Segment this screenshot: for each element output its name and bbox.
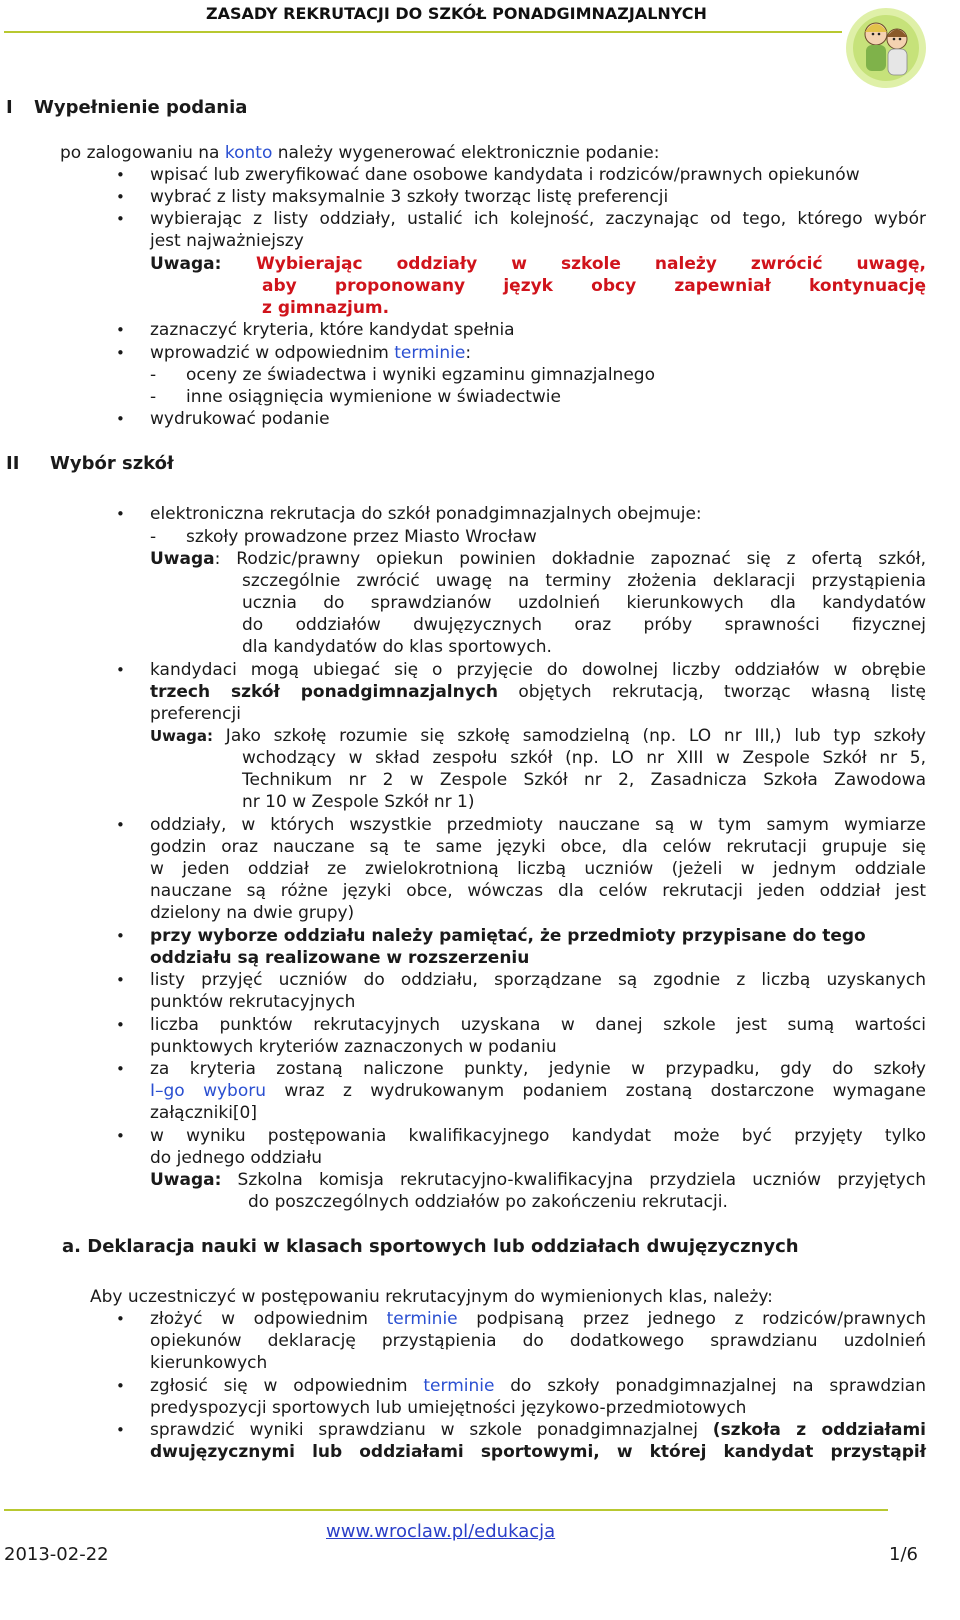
section-1-heading: Wypełnienie podania <box>34 97 248 118</box>
bullet-icon: • <box>116 971 125 989</box>
section-1-number: I <box>6 97 13 118</box>
warning-note: z gimnazjum. <box>262 298 390 318</box>
list-item-continuation: załączniki[0] <box>150 1103 258 1123</box>
list-item: zaznaczyć kryteria, które kandydat spełnia <box>150 320 515 340</box>
list-item: kandydaci mogą ubiegać się o przyjęcie do dowolnej liczby oddziałów w obrębie <box>150 660 926 680</box>
list-item: w wyniku postępowania kwalifikacyjnego kandydat może być przyjęty tylko <box>150 1126 926 1146</box>
sub-list-item: oceny ze świadectwa i wyniki egzaminu gimnazjalnego <box>186 365 655 385</box>
note-paragraph: dla kandydatów do klas sportowych. <box>242 637 552 657</box>
list-item-continuation: trzech szkół ponadgimnazjalnych objętych rekrutacją, tworząc własną listę <box>150 682 926 702</box>
note-paragraph: szczególnie zwrócić uwagę na terminy złożenia deklaracji przystąpienia <box>242 571 926 591</box>
list-item-continuation: do jednego oddziału <box>150 1148 323 1168</box>
bullet-icon: • <box>116 1377 125 1395</box>
list-item-continuation: I–go wyboru wraz z wydrukowanym podaniem zostaną dostarczone wymagane <box>150 1081 926 1101</box>
bullet-icon: • <box>116 410 125 428</box>
note-paragraph: Technikum nr 2 w Zespole Szkół nr 2, Zasadnicza Szkoła Zawodowa <box>242 770 926 790</box>
first-choice-link[interactable]: I–go wyboru <box>150 1081 266 1101</box>
footer-page-number: 1/6 <box>889 1544 918 1565</box>
section-1-intro: po zalogowaniu na konto należy wygenerować elektronicznie podanie: <box>60 143 660 163</box>
bullet-icon: • <box>116 927 125 945</box>
list-item: sprawdzić wyniki sprawdzianu w szkole ponadgimnazjalnej (szkoła z oddziałami <box>150 1420 926 1440</box>
list-item-bold: oddziału są realizowane w rozszerzeniu <box>150 948 530 968</box>
bullet-icon: • <box>116 1310 125 1328</box>
note-paragraph: wchodzący w skład zespołu szkół (np. LO nr XIII w Zespole Szkół nr 5, <box>242 748 926 768</box>
list-item-bold: przy wyborze oddziału należy pamiętać, że przedmioty przypisane do tego <box>150 926 866 946</box>
warning-note: aby proponowany język obcy zapewniał kontynuację <box>262 276 926 296</box>
sub-list-item: szkoły prowadzone przez Miasto Wrocław <box>186 527 537 547</box>
bullet-icon: • <box>116 344 125 362</box>
list-item: wpisać lub zweryfikować dane osobowe kandydata i rodziców/prawnych opiekunów <box>150 165 860 185</box>
bullet-icon: • <box>116 661 125 679</box>
list-item: złożyć w odpowiednim terminie podpisaną przez jednego z rodziców/prawnych <box>150 1309 927 1329</box>
list-item-continuation: jest najważniejszy <box>150 231 304 251</box>
sub-list-item: inne osiągnięcia wymienione w świadectwie <box>186 387 561 407</box>
footer-divider <box>4 1509 888 1511</box>
document-header-title: ZASADY REKRUTACJI DO SZKÓŁ PONADGIMNAZJALNYCH <box>206 4 707 23</box>
terminie-link[interactable]: terminie <box>394 343 466 363</box>
two-students-cartoon-icon <box>838 4 934 92</box>
list-item-continuation: dwujęzycznymi lub oddziałami sportowymi, w której kandydat przystąpił <box>150 1442 926 1462</box>
bullet-icon: • <box>116 1421 125 1439</box>
note-paragraph: ucznia do sprawdzianów uzdolnień kierunkowych dla kandydatów <box>242 593 926 613</box>
footer-website-link[interactable]: www.wroclaw.pl/edukacja <box>326 1521 556 1542</box>
note-paragraph: do oddziałów dwujęzycznych oraz próby sprawności fizycznej <box>242 615 926 635</box>
bullet-icon: • <box>116 1016 125 1034</box>
list-item-continuation: punktowych kryteriów zaznaczonych w podaniu <box>150 1037 557 1057</box>
list-item-continuation: dzielony na dwie grupy) <box>150 903 355 923</box>
bullet-icon: • <box>116 210 125 228</box>
list-item-continuation: opiekunów deklarację przystąpienia do dodatkowego sprawdzianu uzdolnień <box>150 1331 926 1351</box>
list-item: liczba punktów rekrutacyjnych uzyskana w danej szkole jest sumą wartości <box>150 1015 926 1035</box>
list-item-continuation: preferencji <box>150 704 241 724</box>
note-paragraph: nr 10 w Zespole Szkół nr 1) <box>242 792 475 812</box>
list-item: za kryteria zostaną naliczone punkty, jedynie w przypadku, gdy do szkoły <box>150 1059 926 1079</box>
konto-link[interactable]: konto <box>224 143 273 163</box>
terminie-link[interactable]: terminie <box>423 1376 495 1396</box>
bullet-icon: • <box>116 188 125 206</box>
list-item-continuation: punktów rekrutacyjnych <box>150 992 356 1012</box>
note-paragraph: Uwaga: Szkolna komisja rekrutacyjno-kwalifikacyjna przydziela uczniów przyjętych <box>150 1170 926 1190</box>
dash-marker: - <box>150 527 157 547</box>
bullet-icon: • <box>116 321 125 339</box>
note-label: Uwaga: <box>150 254 222 274</box>
warning-note: Wybierając oddziały w szkole należy zwrócić uwagę, <box>256 254 926 274</box>
header-divider <box>4 31 842 33</box>
bullet-icon: • <box>116 1127 125 1145</box>
list-item: wybrać z listy maksymalnie 3 szkoły tworząc listę preferencji <box>150 187 669 207</box>
bullet-icon: • <box>116 1060 125 1078</box>
bullet-icon: • <box>116 816 125 834</box>
list-item-continuation: predyspozycji sportowych lub umiejętności językowo-przedmiotowych <box>150 1398 747 1418</box>
dash-marker: - <box>150 387 157 407</box>
list-item: oddziały, w których wszystkie przedmioty nauczane są w tym samym wymiarze <box>150 815 926 835</box>
bullet-icon: • <box>116 166 125 184</box>
section-a-heading: a. Deklaracja nauki w klasach sportowych lub oddziałach dwujęzycznych <box>62 1236 799 1257</box>
terminie-link[interactable]: terminie <box>386 1309 458 1329</box>
list-item-continuation: w jeden oddział ze zwielokrotnioną liczbą uczniów (jeżeli w jednym oddziale <box>150 859 926 879</box>
list-item: wybierając z listy oddziały, ustalić ich kolejność, zaczynając od tego, którego wybór <box>150 209 926 229</box>
note-paragraph: Uwaga: Rodzic/prawny opiekun powinien dokładnie zapoznać się z ofertą szkół, <box>150 549 926 569</box>
list-item: listy przyjęć uczniów do oddziału, sporządzane są zgodnie z liczbą uzyskanych <box>150 970 926 990</box>
dash-marker: - <box>150 365 157 385</box>
list-item: elektroniczna rekrutacja do szkół ponadgimnazjalnych obejmuje: <box>150 504 702 524</box>
note-paragraph: Uwaga: Jako szkołę rozumie się szkołę samodzielną (np. LO nr III,) lub typ szkoły <box>150 726 926 746</box>
list-item: wydrukować podanie <box>150 409 330 429</box>
list-item-continuation: godzin oraz nauczane są te same języki obce, dla celów rekrutacji grupuje się <box>150 837 926 857</box>
section-a-intro: Aby uczestniczyć w postępowaniu rekrutacyjnym do wymienionych klas, należy: <box>90 1287 773 1307</box>
list-item-continuation: kierunkowych <box>150 1353 268 1373</box>
footer-date: 2013-02-22 <box>4 1544 109 1565</box>
bullet-icon: • <box>116 505 125 523</box>
list-item: wprowadzić w odpowiednim terminie: <box>150 343 472 363</box>
list-item: zgłosić się w odpowiednim terminie do szkoły ponadgimnazjalnej na sprawdzian <box>150 1376 926 1396</box>
section-2-heading: Wybór szkół <box>50 453 174 474</box>
list-item-continuation: nauczane są różne języki obce, wówczas dla celów rekrutacji jeden oddział jest <box>150 881 926 901</box>
section-2-number: II <box>6 453 20 474</box>
note-paragraph: do poszczególnych oddziałów po zakończeniu rekrutacji. <box>248 1192 728 1212</box>
